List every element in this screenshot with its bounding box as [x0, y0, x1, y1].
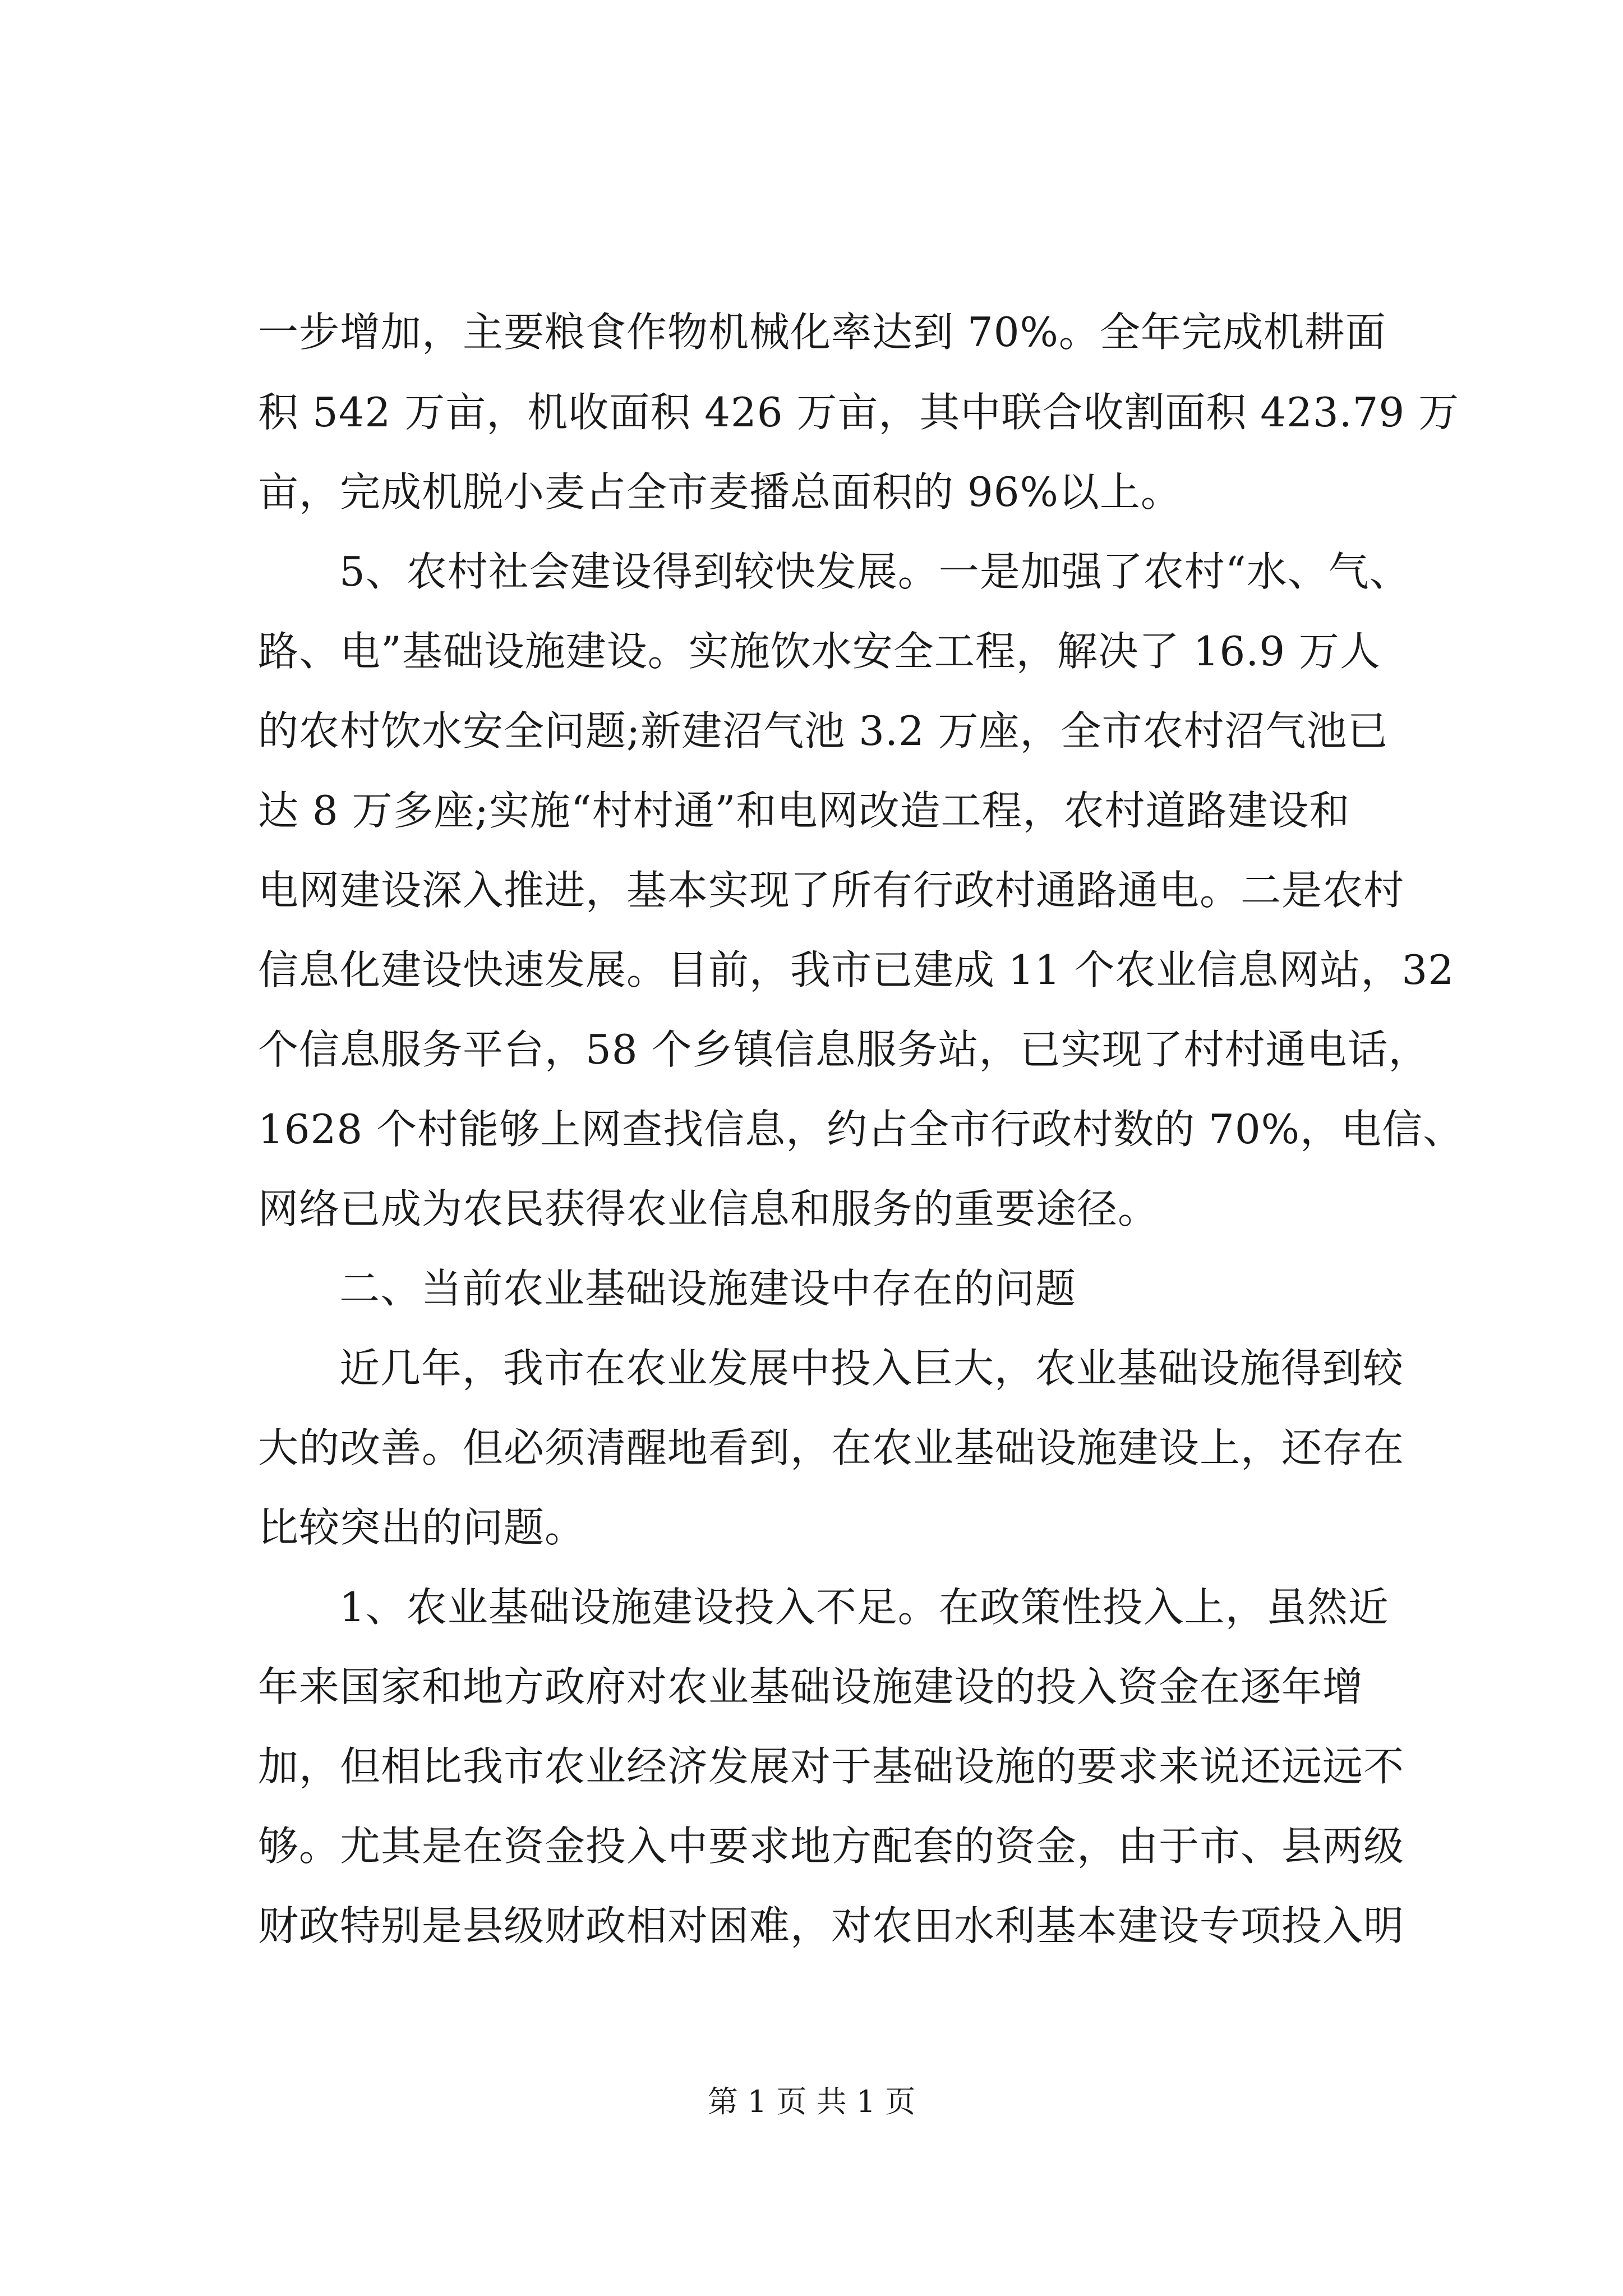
text-line-15: 大的改善。但必须清醒地看到，在农业基础设施建设上，还存在	[258, 1424, 1405, 1471]
text-line-16: 比较突出的问题。	[258, 1504, 586, 1551]
text-line-9: 信息化建设快速发展。目前，我市已建成 11 个农业信息网站，32	[258, 946, 1455, 993]
text-line-10: 个信息服务平台，58 个乡镇信息服务站，已实现了村村通电话，	[258, 1026, 1430, 1073]
text-line-3: 亩，完成机脱小麦占全市麦播总面积的 96%以上。	[258, 468, 1182, 516]
text-line-7: 达 8 万多座;实施“村村通”和电网改造工程，农村道路建设和	[258, 787, 1350, 834]
page-footer: 第 1 页 共 1 页	[707, 2084, 916, 2119]
text-line-14: 近几年，我市在农业发展中投入巨大，农业基础设施得到较	[339, 1345, 1404, 1392]
text-line-18: 年来国家和地方政府对农业基础设施建设的投入资金在逐年增	[258, 1663, 1364, 1710]
text-line-11: 1628 个村能够上网查找信息，约占全市行政村数的 70%，电信、	[258, 1106, 1464, 1153]
text-line-5: 路、电”基础设施建设。实施饮水安全工程，解决了 16.9 万人	[258, 628, 1381, 675]
text-line-8: 电网建设深入推进，基本实现了所有行政村通路通电。二是农村	[258, 867, 1405, 914]
text-line-17: 1、农业基础设施建设投入不足。在政策性投入上，虽然近	[339, 1584, 1389, 1631]
text-line-2: 积 542 万亩，机收面积 426 万亩，其中联合收割面积 423.79 万	[258, 389, 1460, 436]
text-line-6: 的农村饮水安全问题;新建沼气池 3.2 万座，全市农村沼气池已	[258, 707, 1389, 754]
text-line-19: 加，但相比我市农业经济发展对于基础设施的要求来说还远远不	[258, 1743, 1405, 1790]
text-line-4: 5、农村社会建设得到较快发展。一是加强了农村“水、气、	[339, 548, 1410, 595]
text-line-12: 网络已成为农民获得农业信息和服务的重要途径。	[258, 1185, 1159, 1232]
section-heading: 二、当前农业基础设施建设中存在的问题	[339, 1265, 1077, 1312]
text-line-20: 够。尤其是在资金投入中要求地方配套的资金，由于市、县两级	[258, 1823, 1405, 1870]
text-line-21: 财政特别是县级财政相对困难，对农田水利基本建设专项投入明	[258, 1902, 1405, 1949]
text-line-1: 一步增加，主要粮食作物机械化率达到 70%。全年完成机耕面	[258, 309, 1386, 356]
